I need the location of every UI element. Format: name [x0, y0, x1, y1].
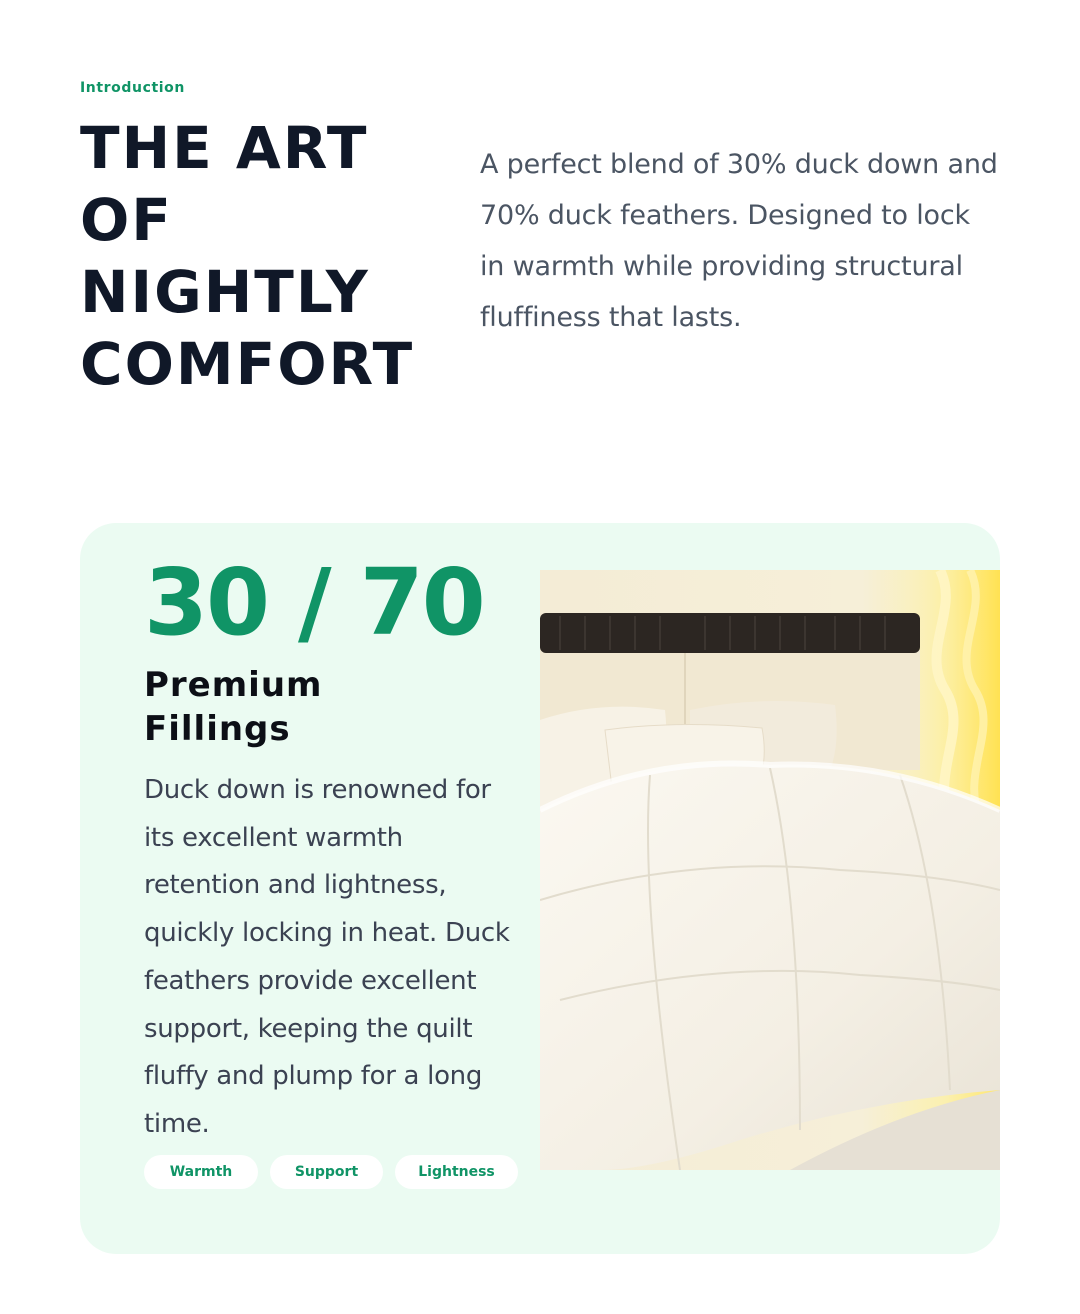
tag-list — [144, 1155, 518, 1189]
heading-line: Premium — [144, 665, 323, 705]
tag-lightness: Lightness — [395, 1155, 518, 1189]
bed-illustration — [540, 570, 1000, 1170]
comforter-photo — [540, 570, 1000, 1170]
title-line: COMFORT — [80, 330, 415, 398]
heading-line: Fillings — [144, 709, 291, 749]
title-line: NIGHTLY — [80, 258, 370, 326]
page-title — [80, 112, 460, 400]
title-line: OF — [80, 186, 173, 254]
feature-heading — [144, 663, 444, 751]
tag-warmth: Warmth — [144, 1155, 258, 1189]
feature-description: Duck down is renowned for its excellent warmth retention and lightness, quickly locking in heat. Duck feathers provide excellent support, keeping the quilt fluffy and plump for a long time. — [144, 775, 510, 1139]
blend-ratio: 30 / 70 — [144, 549, 484, 656]
intro-description: A perfect blend of 30% duck down and 70% duck feathers. Designed to lock in warmth while providing structural fluffiness that lasts. — [480, 149, 998, 333]
title-line: THE ART — [80, 114, 369, 182]
tag-support: Support — [270, 1155, 383, 1189]
feature-card — [80, 523, 1000, 1254]
intro-label: Introduction — [80, 80, 185, 96]
